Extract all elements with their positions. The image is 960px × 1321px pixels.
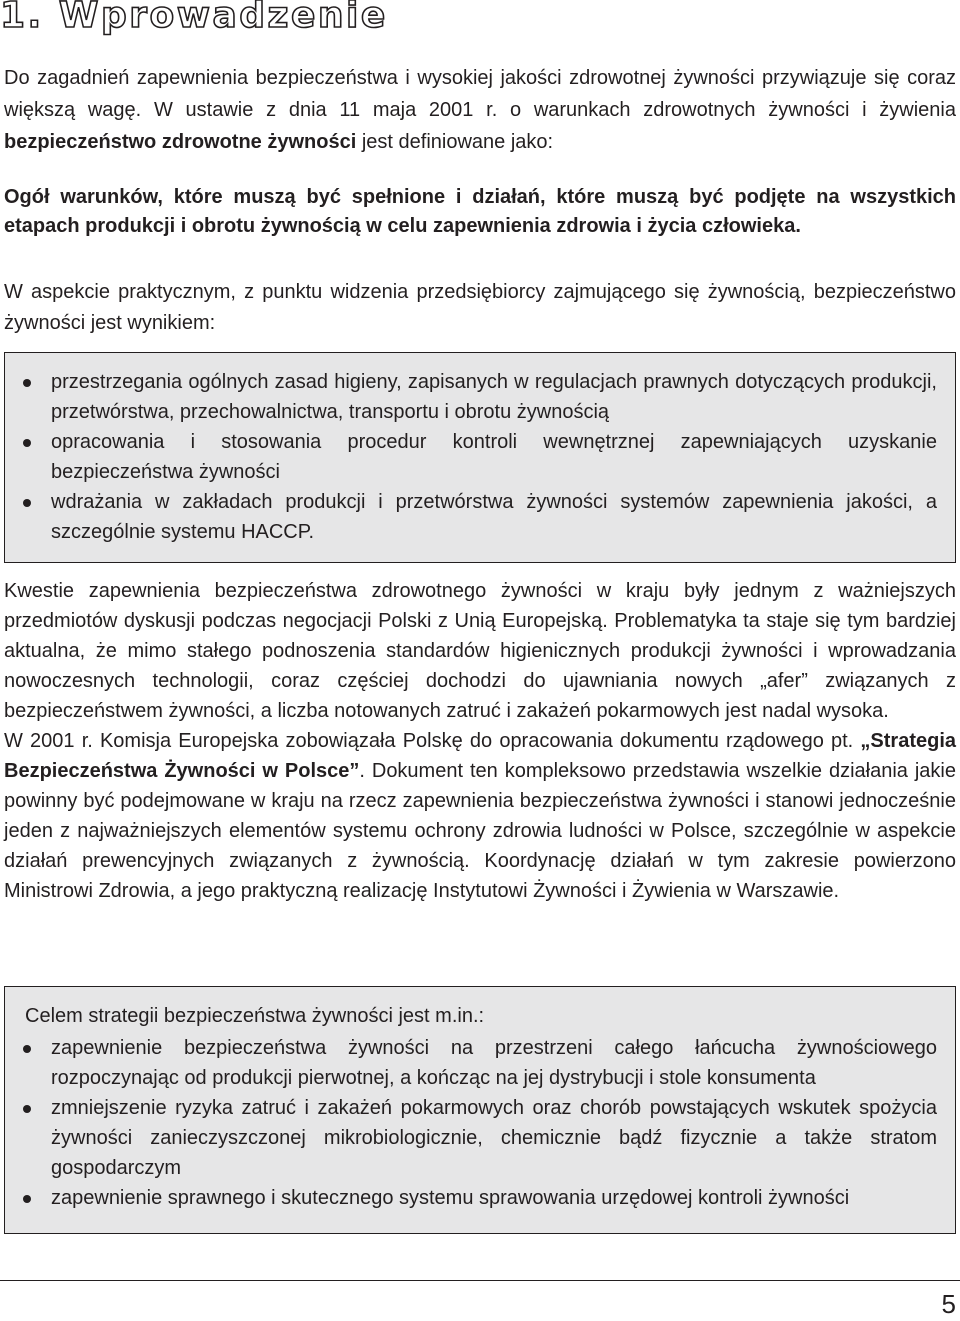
list-item bbox=[5, 1093, 955, 1183]
safety-factors-box bbox=[4, 352, 956, 563]
list-item bbox=[5, 1183, 955, 1213]
intro-text-start: Do zagadnień zapewnienia bezpieczeństwa i wysokiej jakości zdrowotnej żywności przywiązuje się coraz większą wagę. W ustawie z dnia 11 maja 2001 r. o warunkach zdrowotnych żywności i żywienia bbox=[4, 67, 956, 121]
strategy-title: „Strategia Bezpieczeństwa Żywności w Polsce” bbox=[4, 730, 956, 782]
list-item-text: wdrażania w zakładach produkcji i przetwórstwa żywności systemów zapewnienia jakości, a szczególnie systemu HACCP. bbox=[51, 491, 937, 543]
intro-text-end: jest definiowane jako: bbox=[356, 131, 554, 153]
strategy-text-end: . Dokument ten kompleksowo przedstawia wszelkie działania jakie powinny być podejmowane w kraju na rzecz zapewnienia bezpieczeństwa żywności i stanowi jednocześnie jeden z najważniejszych elementów systemu ochrony zdrowia ludności w Polsce, szczególnie w aspekcie działań prewencyjnych związanych z żywnością. Koordynację działań w tym zakresie powierzono Ministrowi Zdrowia, a jego praktyczną realizację Instytutowi Żywności i Żywienia w Warszawie. bbox=[4, 760, 956, 902]
bullet-icon bbox=[23, 499, 31, 507]
chapter-heading: 1. Wprowadzenie bbox=[0, 0, 388, 36]
list-item bbox=[5, 367, 955, 427]
strategy-paragraph bbox=[4, 726, 956, 906]
list-item-text: przestrzegania ogólnych zasad higieny, zapisanych w regulacjach prawnych dotyczących produkcji, przetwórstwa, przechowalnictwa, transportu i obrotu żywnością bbox=[51, 371, 937, 423]
list-item-text: opracowania i stosowania procedur kontroli wewnętrznej zapewniających uzyskanie bezpieczeństwa żywności bbox=[51, 431, 937, 483]
list-item bbox=[5, 427, 955, 487]
intro-bold-term: bezpieczeństwo zdrowotne żywności bbox=[4, 131, 357, 153]
issues-paragraph: Kwestie zapewnienia bezpieczeństwa zdrowotnego żywności w kraju były jednym z ważniejszych przedmiotów dyskusji podczas negocjacji Polski z Unią Europejską. Problematyka ta staje się tym bardziej aktualna, że mimo stałego podnoszenia standardów higienicznych produkcji żywności i wprowadzania nowoczesnych technologii, coraz częściej dochodzi do ujawniania nowych „afer” związanych z bezpieczeństwem żywności, a liczba notowanych zatruć i zakażeń pokarmowych jest nadal wysoka. bbox=[4, 580, 956, 722]
list-item bbox=[5, 487, 955, 547]
footer-divider bbox=[0, 1280, 960, 1281]
definition-quote: Ogół warunków, które muszą być spełnione i działań, które muszą być podjęte na wszystkich etapach produkcji i obrotu żywnością w celu zapewnienia zdrowia i życia człowieka. bbox=[4, 186, 956, 237]
issues-section bbox=[4, 576, 956, 906]
list-item-text: zmniejszenie ryzyka zatruć i zakażeń pokarmowych oraz chorób powstających wskutek spożycia żywności zanieczyszczonej mikrobiologicznie, chemicznie bądź fizycznie a także stratom gospodarczym bbox=[51, 1097, 937, 1179]
bullet-icon bbox=[23, 1105, 31, 1113]
strategy-goals-intro: Celem strategii bezpieczeństwa żywności jest m.in.: bbox=[25, 1005, 485, 1027]
list-item-text: zapewnienie bezpieczeństwa żywności na przestrzeni całego łańcucha żywnościowego rozpoczynając od produkcji pierwotnej, a kończąc na jej dystrybucji i stole konsumenta bbox=[51, 1037, 937, 1089]
strategy-goals-box bbox=[4, 986, 956, 1234]
safety-factors-list bbox=[5, 367, 955, 547]
list-item bbox=[5, 1033, 955, 1093]
bullet-icon bbox=[23, 379, 31, 387]
strategy-text-start: W 2001 r. Komisja Europejska zobowiązała Polskę do opracowania dokumentu rządowego pt. bbox=[4, 730, 861, 752]
aspect-paragraph: W aspekcie praktycznym, z punktu widzenia przedsiębiorcy zajmującego się żywnością, bezpieczeństwo żywności jest wynikiem: bbox=[4, 281, 956, 334]
strategy-goals-list bbox=[5, 1033, 955, 1213]
intro-paragraph bbox=[4, 62, 956, 158]
page-number: 5 bbox=[941, 1289, 956, 1319]
bullet-icon bbox=[23, 1195, 31, 1203]
bullet-icon bbox=[23, 439, 31, 447]
list-item-text: zapewnienie sprawnego i skutecznego systemu sprawowania urzędowej kontroli żywności bbox=[51, 1187, 850, 1209]
bullet-icon bbox=[23, 1045, 31, 1053]
